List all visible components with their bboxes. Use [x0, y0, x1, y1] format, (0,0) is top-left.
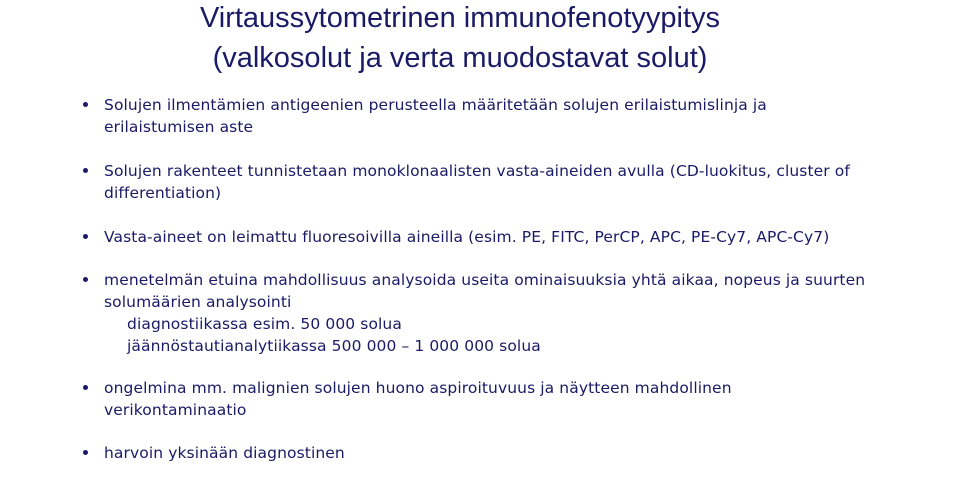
bullet-item [104, 94, 874, 138]
slide-title-line-2: (valkosolut ja verta muodostavat solut) [212, 42, 708, 74]
bullet-text: menetelmän etuina mahdollisuus analysoida useita ominaisuuksia yhtä aikaa, nopeus ja suurten solumäärien analysointi [104, 271, 866, 311]
bullet-dot-icon [83, 277, 88, 282]
bullet-dot-icon [83, 168, 88, 173]
bullet-text: Solujen ilmentämien antigeenien perusteella määritetään solujen erilaistumislinja ja erilaistumisen aste [104, 96, 767, 136]
bullet-subline: jäännöstautianalytiikassa 500 000 – 1 000 000 solua [127, 337, 541, 355]
bullet-text: harvoin yksinään diagnostinen [104, 444, 345, 462]
bullet-dot-icon [83, 385, 88, 390]
bullet-item [104, 442, 874, 464]
bullet-text: ongelmina mm. malignien solujen huono aspiroituvuus ja näytteen mahdollinen verikontaminaatio [104, 379, 732, 419]
bullet-subline: diagnostiikassa esim. 50 000 solua [127, 315, 402, 333]
bullet-item [104, 226, 874, 248]
slide-title-line-1: Virtaussytometrinen immunofenotyypitys [199, 2, 721, 34]
bullet-text: Solujen rakenteet tunnistetaan monoklonaalisten vasta-aineiden avulla (CD-luokitus, cluster of differentiation) [104, 162, 850, 202]
bullet-item [104, 160, 874, 204]
bullet-dot-icon [83, 450, 88, 455]
bullet-dot-icon [83, 102, 88, 107]
bullet-text: Vasta-aineet on leimattu fluoresoivilla aineilla (esim. PE, FITC, PerCP, APC, PE-Cy7, APC-Cy7) [104, 228, 830, 246]
bullet-item [104, 269, 874, 357]
bullet-item [104, 377, 874, 421]
bullet-dot-icon [83, 234, 88, 239]
